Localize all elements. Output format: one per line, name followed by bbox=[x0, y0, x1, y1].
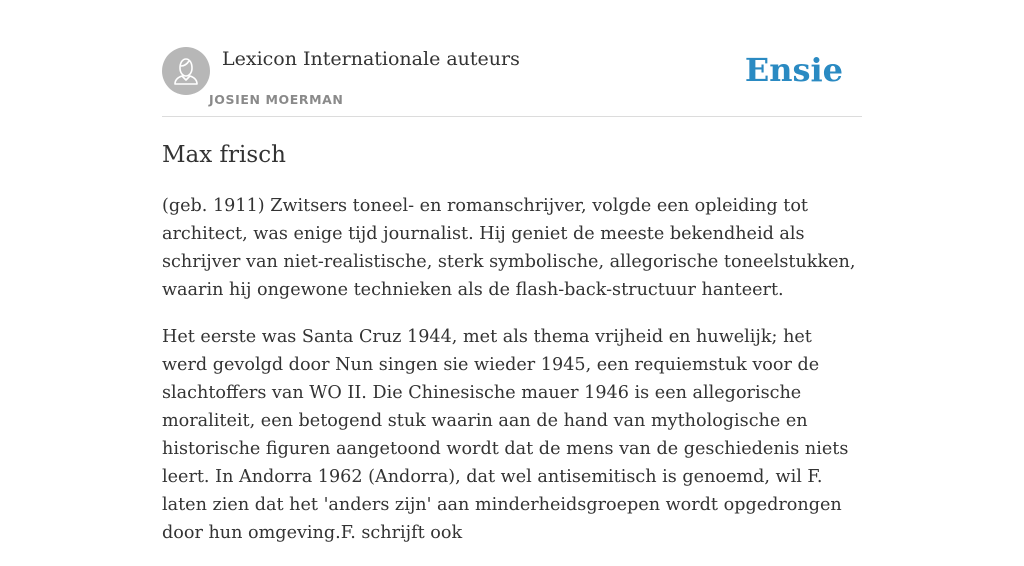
article-paragraph: (geb. 1911) Zwitsers toneel- en romanschrijver, volgde een opleiding tot architect, was enige tijd journalist. Hij geniet de meeste bekendheid als schrijver van niet-realistische, sterk symbolische, allegorische toneelstukken, waarin hij ongewone technieken als de flash-back-structuur hanteert. bbox=[162, 196, 856, 300]
article-body bbox=[162, 192, 862, 566]
article-title: Max frisch bbox=[162, 142, 286, 168]
article-header bbox=[162, 47, 862, 117]
article-paragraph: Het eerste was Santa Cruz 1944, met als thema vrijheid en huwelijk; het werd gevolgd door Nun singen sie wieder 1945, een requiemstuk voor de slachtoffers van WO II. Die Chinesische mauer 1946 is een allegorische moraliteit, een betogend stuk waarin aan de hand van mythologische en historische figuren aangetoond wordt dat de mens van de geschiedenis niets leert. In Andorra 1962 (Andorra), dat wel antisemitisch is genoemd, wil F. laten zien dat het 'anders zijn' aan minderheidsgroepen wordt opgedrongen door hun omgeving.F. schrijft ook bbox=[162, 327, 849, 543]
author-avatar[interactable] bbox=[162, 47, 210, 95]
user-silhouette-icon bbox=[162, 47, 210, 95]
ensie-logo[interactable]: Ensie bbox=[744, 51, 843, 89]
author-name[interactable]: JOSIEN MOERMAN bbox=[209, 92, 344, 107]
book-title[interactable]: Lexicon Internationale auteurs bbox=[222, 48, 520, 70]
